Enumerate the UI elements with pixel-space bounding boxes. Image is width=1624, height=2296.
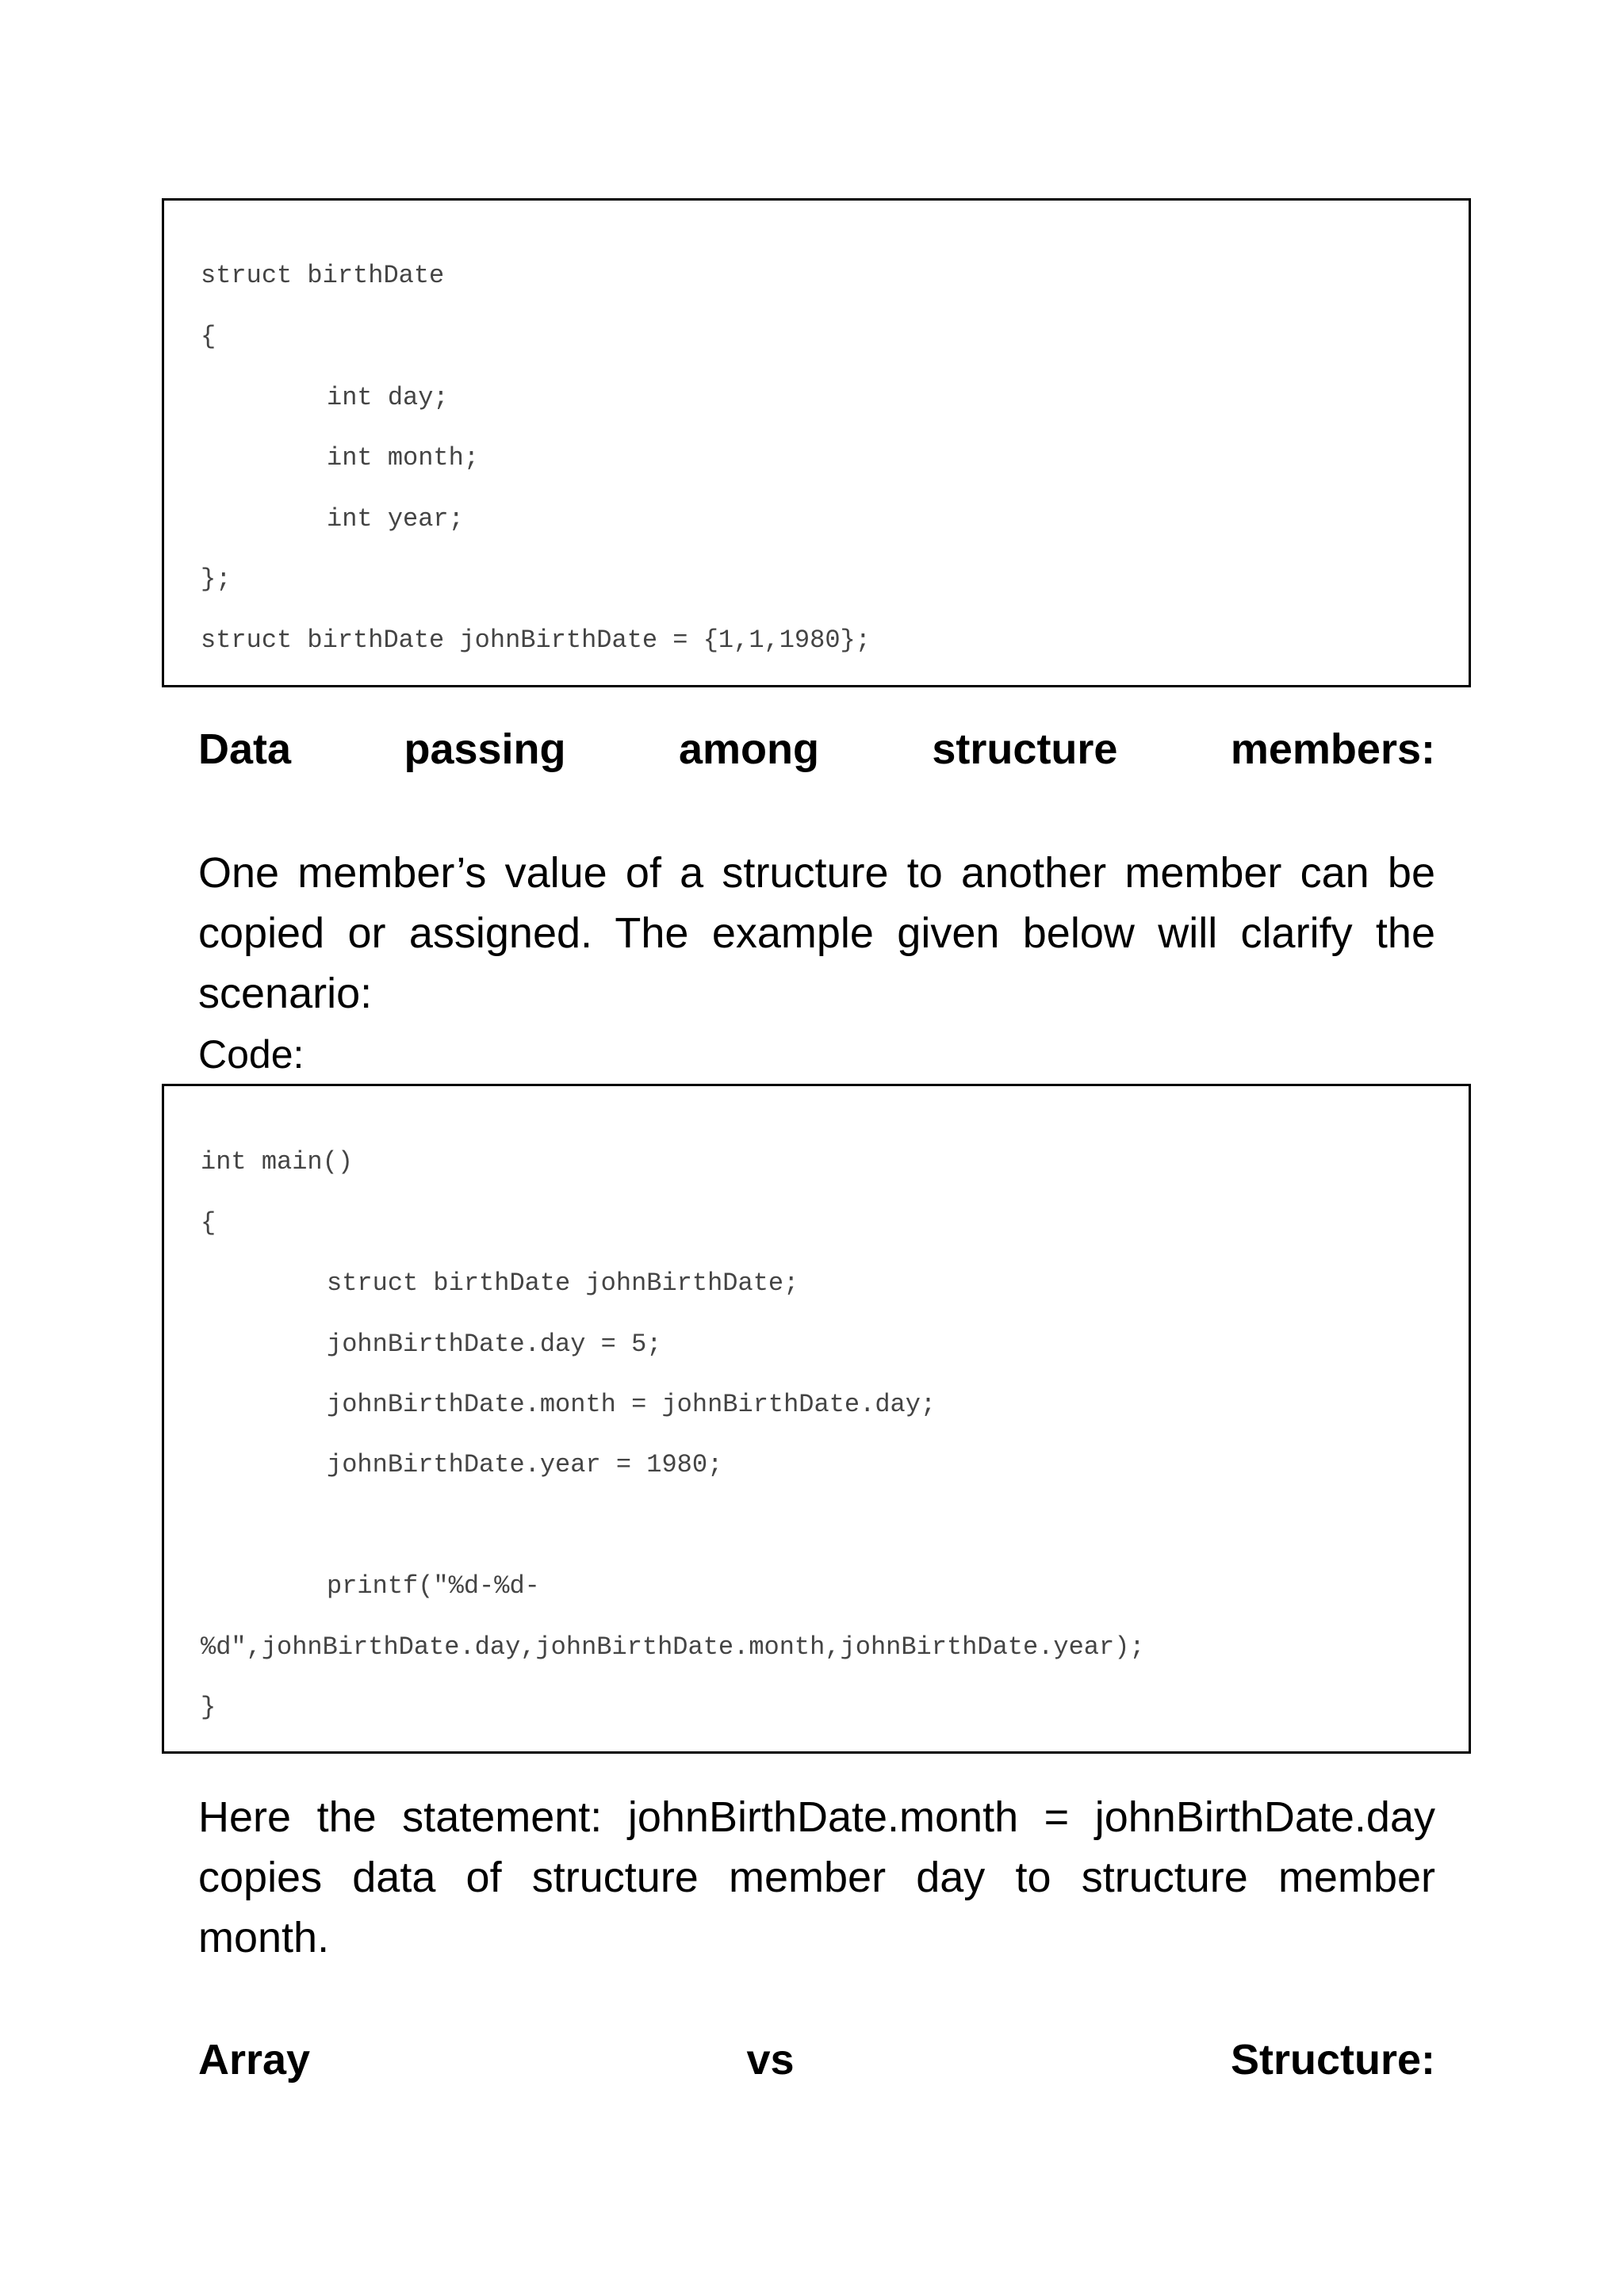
code-line: johnBirthDate.year = 1980; [327,1450,723,1479]
heading-word: Array [198,2036,311,2084]
code-line: int main() [201,1147,354,1177]
heading-word: Data [198,725,292,773]
code-block-struct-definition [162,198,1471,687]
paragraph-line: scenario: [198,970,373,1017]
code-line: struct birthDate johnBirthDate = {1,1,1980}; [201,626,871,655]
paragraph-line: copies data of structure member day to structure member [198,1854,1435,1901]
code-line: { [201,1208,216,1238]
paragraph-line: month. [198,1914,330,1961]
heading-word: vs [746,2036,795,2084]
code-line: } [201,1693,216,1722]
section-heading-array-vs-structure [198,2032,1435,2087]
section-heading-data-passing [198,721,1435,777]
code-line: }; [201,564,232,594]
code-block-main-function [162,1084,1471,1754]
code-label: Code: [198,1032,304,1077]
code-line: struct birthDate johnBirthDate; [327,1269,799,1298]
code-line: struct birthDate [201,261,445,290]
code-line: int day; [327,383,449,412]
code-line: printf("%d-%d- [327,1571,540,1601]
heading-word: among [678,725,819,773]
code-line: { [201,322,216,351]
heading-word: Structure: [1230,2036,1435,2084]
code-line: johnBirthDate.month = johnBirthDate.day; [327,1390,936,1419]
code-line: int year; [327,504,464,534]
paragraph-line: copied or assigned. The example given below will clarify the [198,909,1435,957]
paragraph-explanation [198,1787,1435,1968]
code-line: int month; [327,443,480,473]
code-line: %d",johnBirthDate.day,johnBirthDate.month,johnBirthDate.year); [201,1632,1145,1662]
code-line: johnBirthDate.day = 5; [327,1330,662,1359]
paragraph-intro [198,843,1435,1024]
paragraph-line: One member’s value of a structure to another member can be [198,849,1435,897]
heading-word: structure [932,725,1118,773]
heading-word: members: [1230,725,1435,773]
heading-word: passing [404,725,566,773]
paragraph-line: Here the statement: johnBirthDate.month = johnBirthDate.day [198,1793,1435,1841]
